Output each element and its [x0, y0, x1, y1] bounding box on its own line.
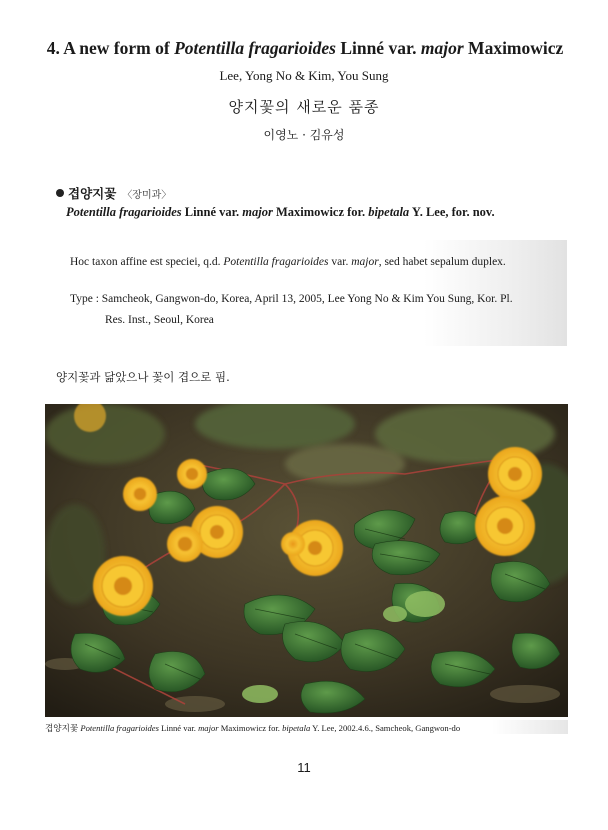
family-name: 〈장미과〉: [122, 190, 172, 201]
page-number: 11: [297, 760, 311, 775]
plant-photo: [45, 404, 568, 717]
photo-caption: 겹양지꽃 Potentilla fragarioides Linné var. major Maximowicz for. bipetala Y. Lee, 2002.4.6., Samcheok, Gangwon-do: [45, 723, 461, 734]
scientific-name: Potentilla fragarioides Linné var. major Maximowicz for. bipetala Y. Lee, for. nov.: [66, 205, 495, 219]
bullet-icon: [56, 189, 64, 197]
korean-description: 양지꽃과 닮았으나 꽃이 겹으로 핌.: [56, 370, 230, 384]
authors: Lee, Yong No & Kim, You Sung: [219, 68, 389, 83]
korean-name: 겹양지꽃: [68, 186, 117, 201]
plant-photo-illustration: [45, 404, 568, 717]
korean-authors: 이영노 · 김유성: [263, 128, 345, 142]
type-specimen-line-2: Res. Inst., Seoul, Korea: [105, 314, 214, 326]
caption-shadow: [492, 720, 568, 734]
page-title: 4. A new form of Potentilla fragarioides Linné var. major Maximowicz: [46, 38, 564, 58]
entry-heading: [56, 184, 171, 202]
latin-diagnosis: Hoc taxon affine est speciei, q.d. Potentilla fragarioides var. major, sed habet sepalum duplex.: [70, 256, 506, 268]
type-specimen-line-1: Type : Samcheok, Gangwon-do, Korea, April 13, 2005, Lee Yong No & Kim You Sung, Kor. Pl.: [70, 293, 513, 305]
korean-title: 양지꽃의 새로운 품종: [228, 98, 380, 116]
